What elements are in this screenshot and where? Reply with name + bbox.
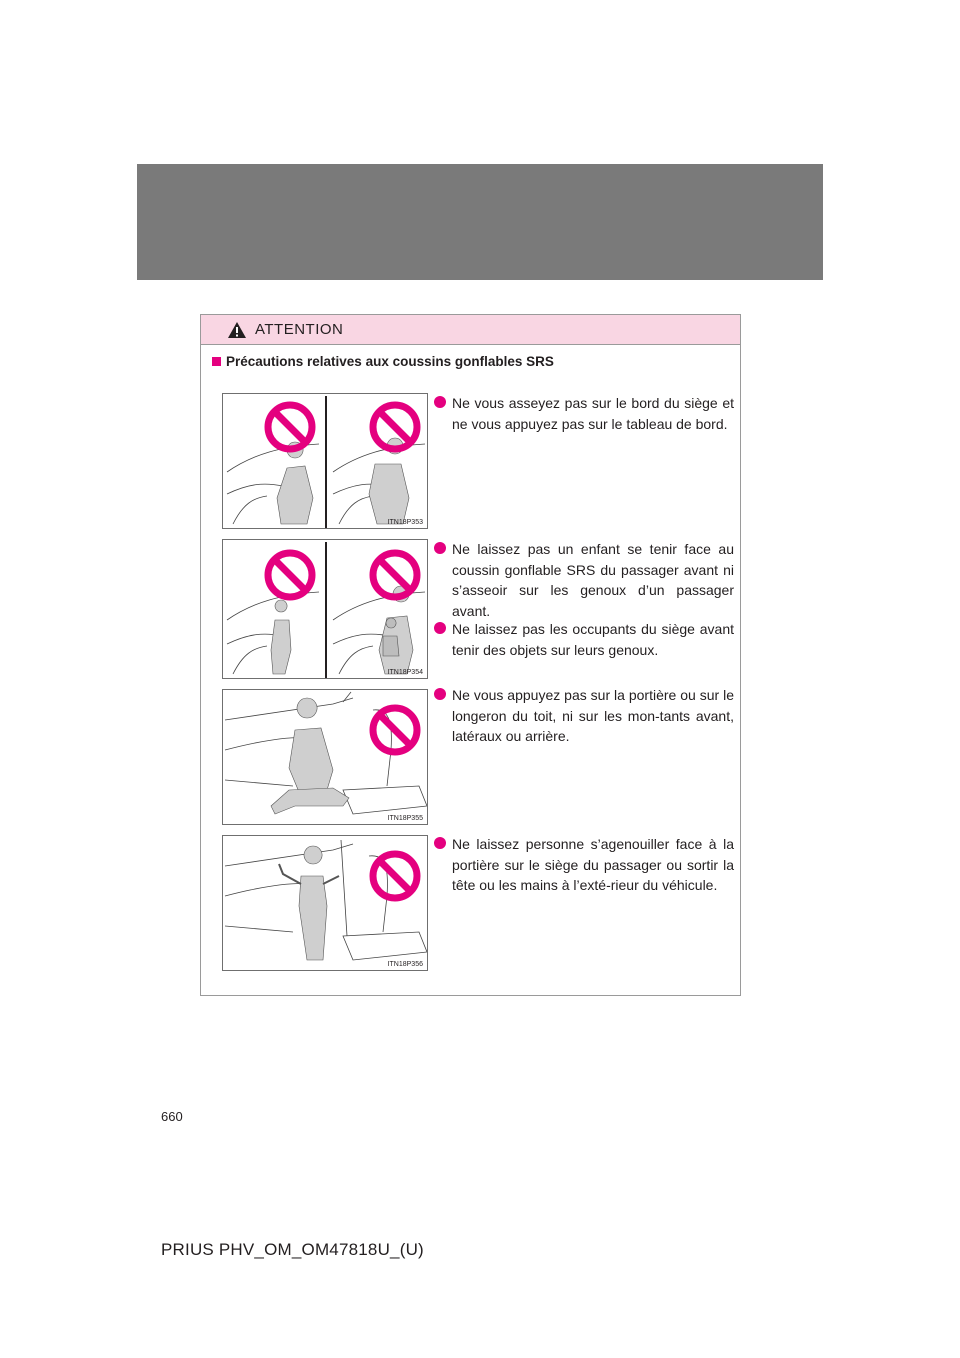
header-band: [137, 164, 823, 280]
list-item: [434, 685, 734, 747]
footer-code: PRIUS PHV_OM_OM47818U_(U): [161, 1240, 424, 1259]
illustration-2: [222, 539, 428, 679]
illustration-code: ITN18P356: [387, 961, 423, 968]
attention-box: [200, 314, 741, 996]
illustration-3: [222, 689, 428, 825]
bullet-icon: [434, 622, 446, 634]
warning-triangle-icon: [227, 321, 247, 339]
page-number: 660: [161, 1109, 183, 1124]
bullet-icon: [434, 542, 446, 554]
section-heading-text: Précautions relatives aux coussins gonflables SRS: [226, 354, 554, 369]
list-item-text: Ne vous appuyez pas sur la portière ou sur le longeron du toit, ni sur les mon-tants avant, latéraux ou arrière.: [452, 687, 734, 744]
bullet-icon: [434, 837, 446, 849]
illustration-code: ITN18P353: [387, 519, 423, 526]
bullet-icon: [434, 396, 446, 408]
list-item-text: Ne vous asseyez pas sur le bord du siège et ne vous appuyez pas sur le tableau de bord.: [452, 395, 734, 432]
attention-header: [201, 315, 740, 345]
illustration-4: [222, 835, 428, 971]
list-item: [434, 619, 734, 660]
illustration-code: ITN18P355: [387, 815, 423, 822]
list-item: [434, 539, 734, 621]
list-item-text: Ne laissez pas un enfant se tenir face au coussin gonflable SRS du passager avant ni s’asseoir sur les genoux d’un passager avant.: [452, 541, 734, 619]
list-item-text: Ne laissez pas les occupants du siège avant tenir des objets sur leurs genoux.: [452, 621, 734, 658]
illustration-1: [222, 393, 428, 529]
list-item: [434, 393, 734, 434]
bullet-icon: [434, 688, 446, 700]
list-item-text: Ne laissez personne s’agenouiller face à la portière sur le siège du passager ou sortir la tête ou les mains à l’exté-rieur du véhicule.: [452, 836, 734, 893]
section-heading: [212, 354, 554, 369]
list-item: [434, 834, 734, 896]
square-bullet-icon: [212, 357, 221, 366]
attention-title: ATTENTION: [255, 321, 344, 338]
illustration-code: ITN18P354: [387, 669, 423, 676]
